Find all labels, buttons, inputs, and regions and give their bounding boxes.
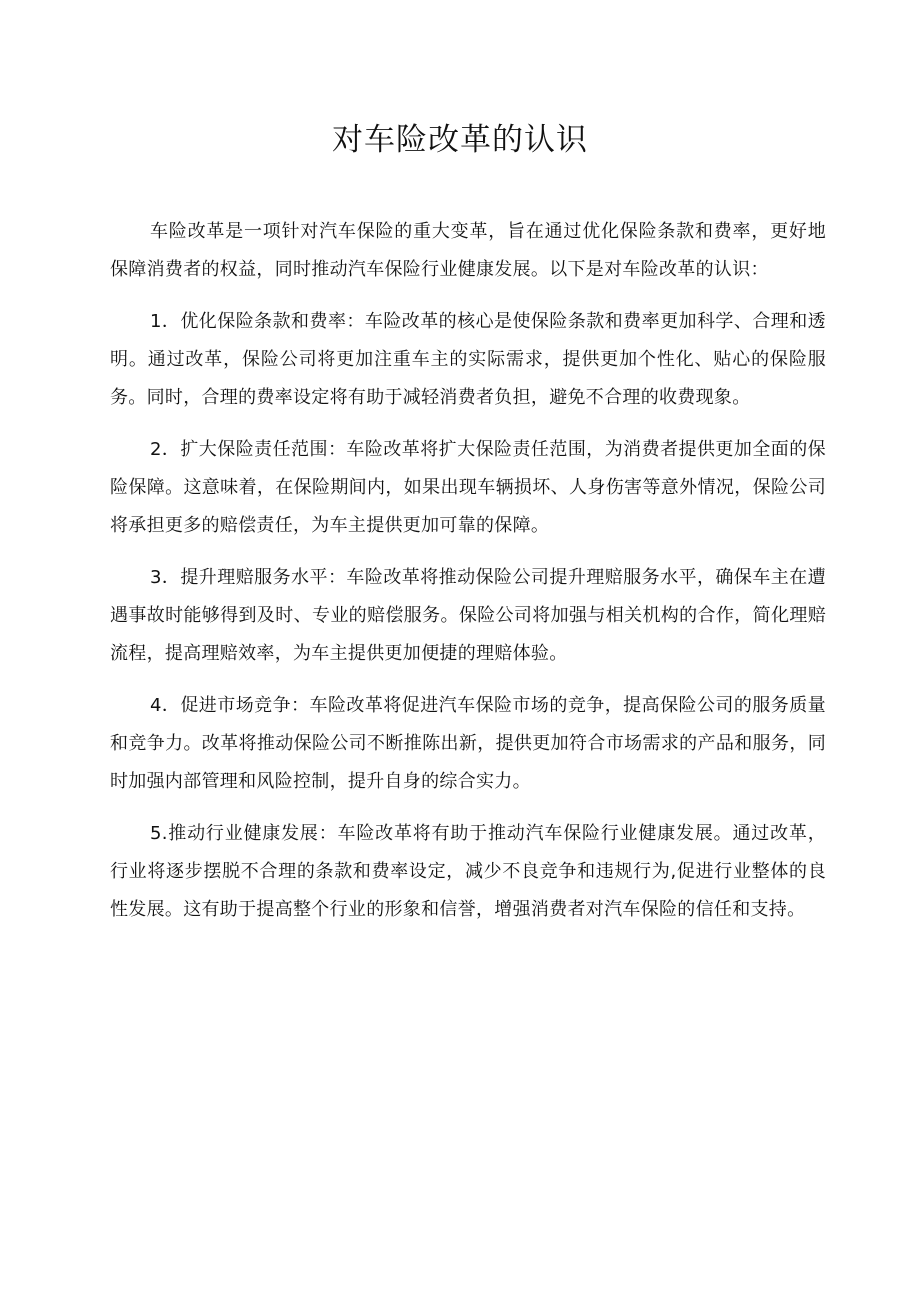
point-3-paragraph: 3．提升理赔服务水平：车险改革将推动保险公司提升理赔服务水平，确保车主在遭遇事故时能够得到及时、专业的赔偿服务。保险公司将加强与相关机构的合作，简化理赔流程，提高理赔效率，为车主提供更加便捷的理赔体验。 (110, 567, 826, 664)
point-4-paragraph: 4．促进市场竞争：车险改革将促进汽车保险市场的竞争，提高保险公司的服务质量和竞争力。改革将推动保险公司不断推陈出新，提供更加符合市场需求的产品和服务，同时加强内部管理和风险控制，提升自身的综合实力。 (110, 695, 826, 792)
point-5-paragraph: 5.推动行业健康发展：车险改革将有助于推动汽车保险行业健康发展。通过改革，行业将逐步摆脱不合理的条款和费率设定，减少不良竞争和违规行为,促进行业整体的良性发展。这有助于提高整个行业的形象和信誉，增强消费者对汽车保险的信任和支持。 (110, 823, 826, 920)
point-1-paragraph: 1．优化保险条款和费率：车险改革的核心是使保险条款和费率更加科学、合理和透明。通过改革，保险公司将更加注重车主的实际需求，提供更加个性化、贴心的保险服务。同时，合理的费率设定将有助于减轻消费者负担，避免不合理的收费现象。 (110, 311, 826, 408)
intro-paragraph: 车险改革是一项针对汽车保险的重大变革，旨在通过优化保险条款和费率，更好地保障消费者的权益，同时推动汽车保险行业健康发展。以下是对车险改革的认识： (110, 221, 826, 280)
point-2-paragraph: 2．扩大保险责任范围：车险改革将扩大保险责任范围，为消费者提供更加全面的保险保障。这意味着，在保险期间内，如果出现车辆损坏、人身伤害等意外情况，保险公司将承担更多的赔偿责任，为车主提供更加可靠的保障。 (110, 439, 826, 536)
document-title: 对车险改革的认识 (332, 122, 588, 158)
document-body (110, 213, 826, 943)
